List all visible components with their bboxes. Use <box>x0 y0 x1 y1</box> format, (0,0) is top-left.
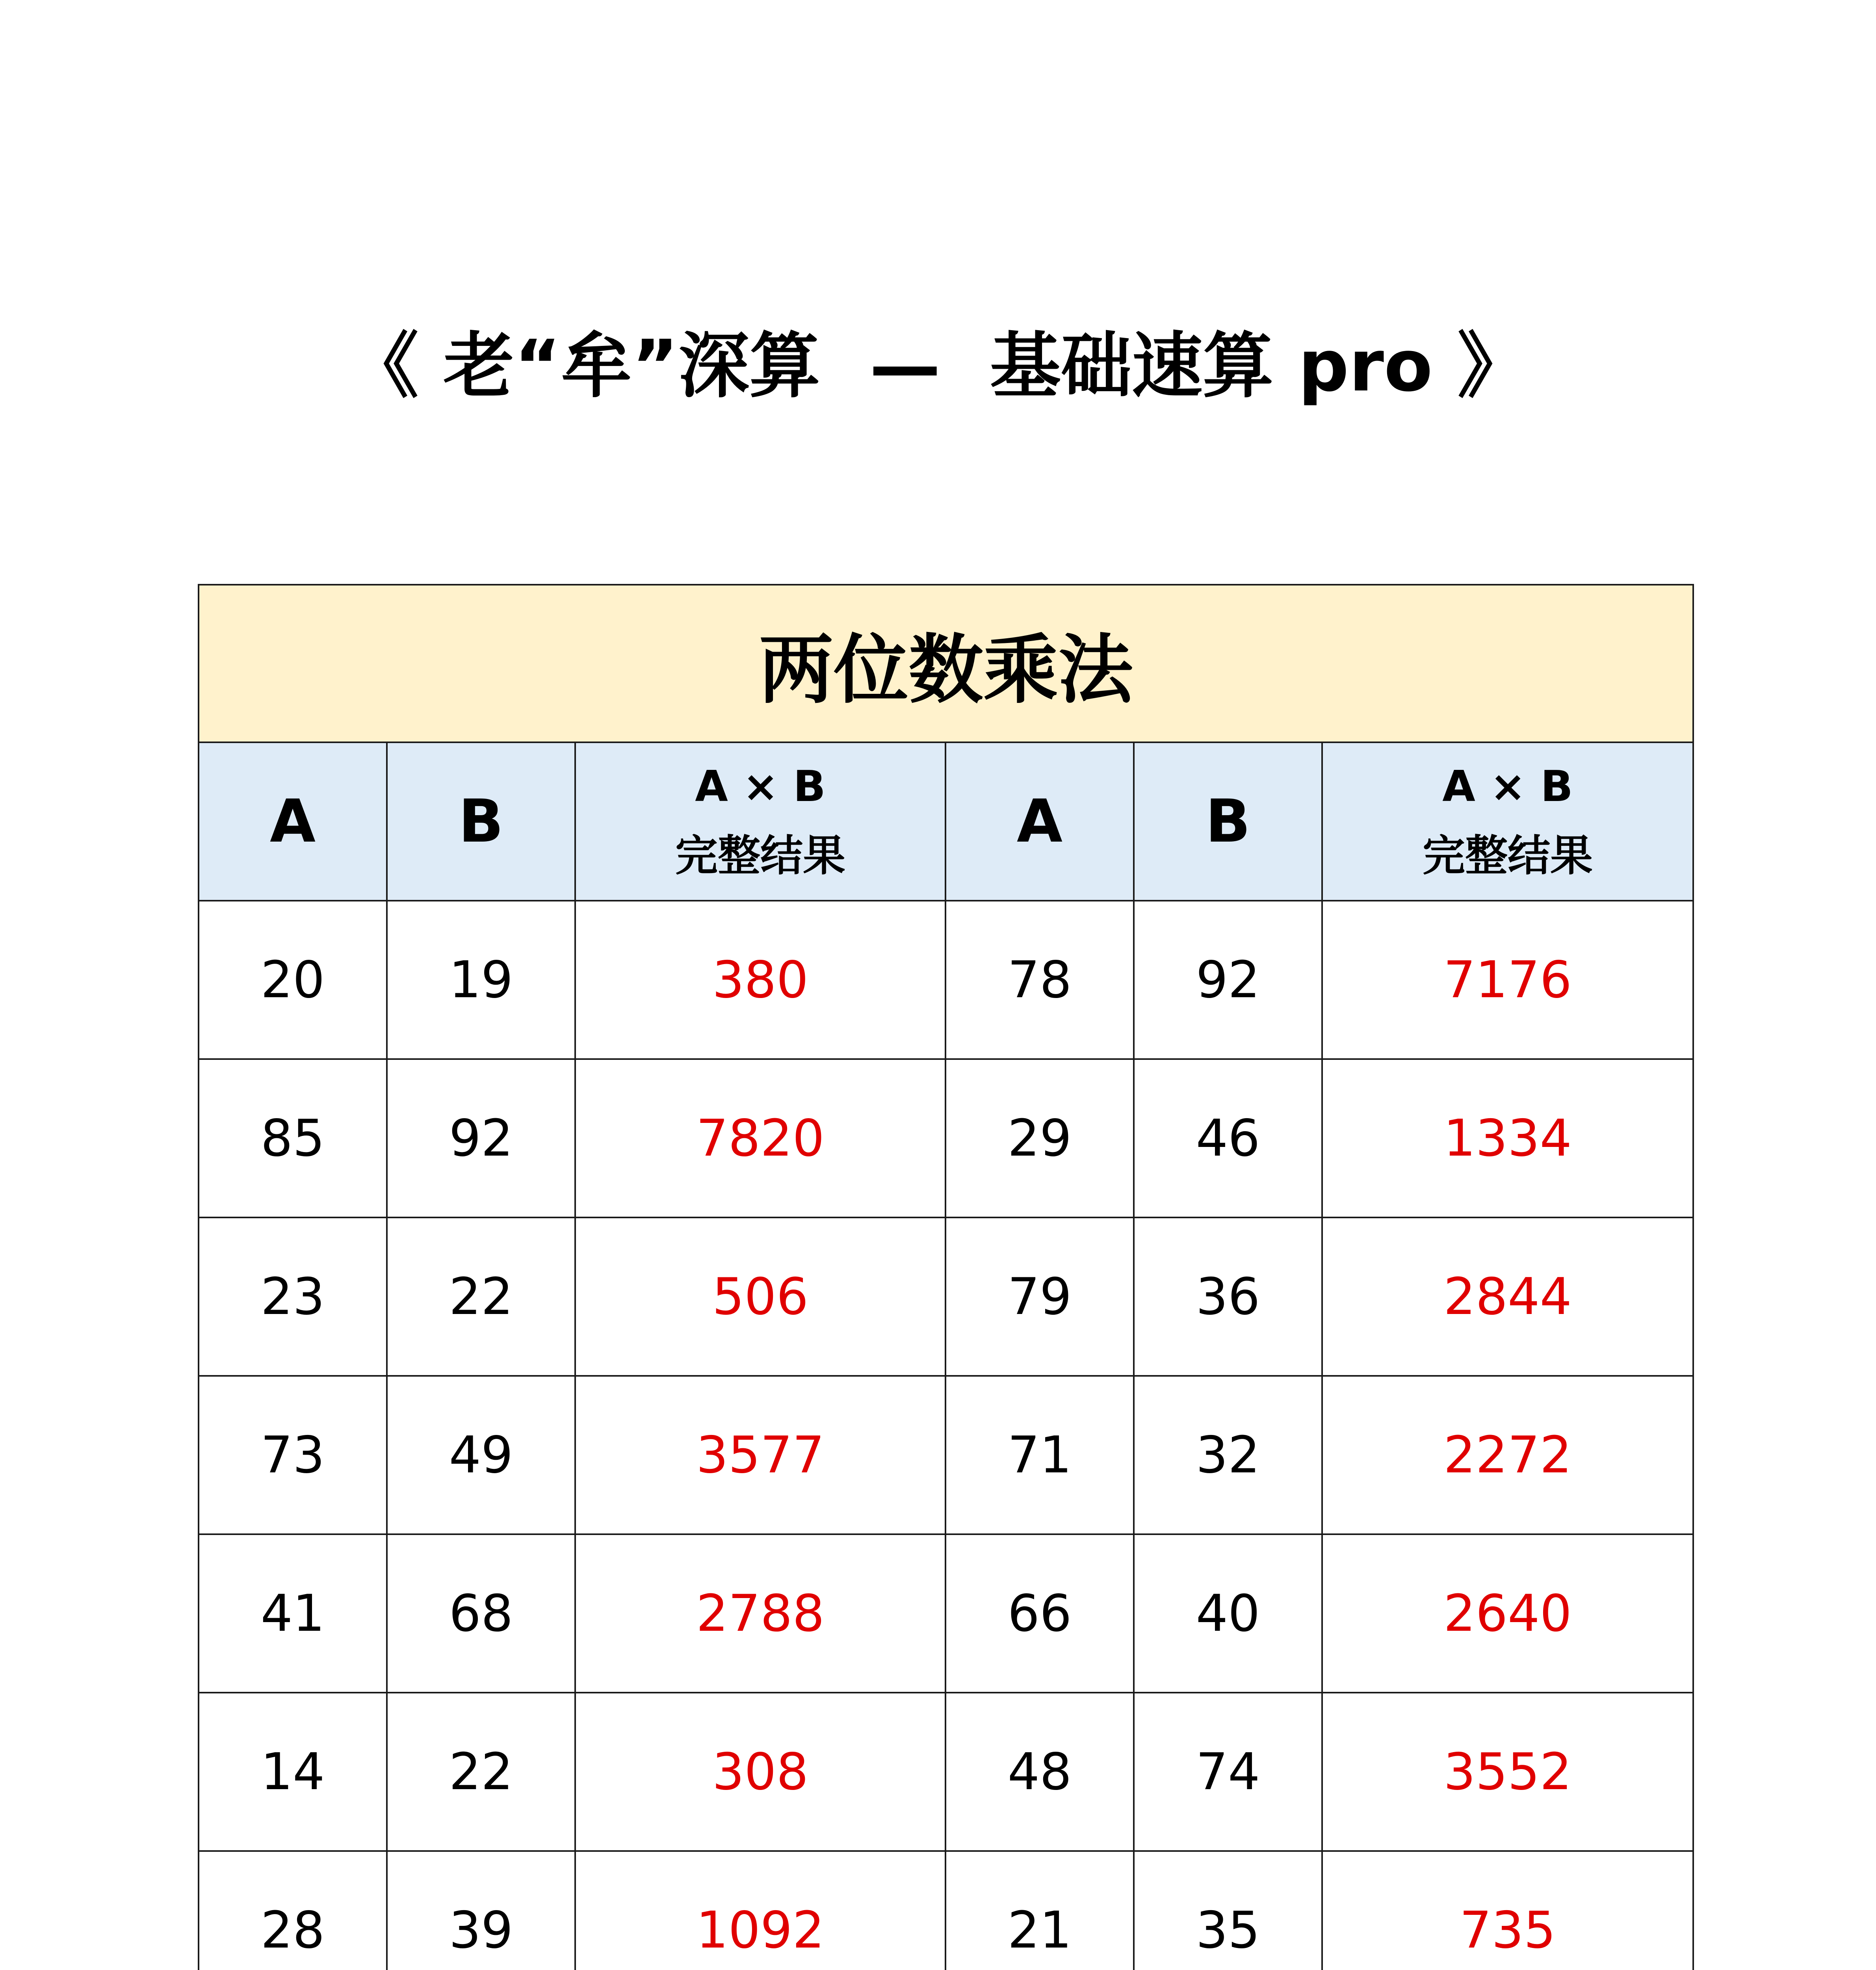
cell-b: 35 <box>1134 1851 1322 1970</box>
cell-b: 22 <box>387 1693 575 1851</box>
header-product-formula: A × B <box>1442 762 1573 811</box>
cell-a: 66 <box>945 1534 1134 1693</box>
cell-result: 735 <box>1322 1851 1693 1970</box>
cell-b: 92 <box>1134 901 1322 1059</box>
cell-b: 32 <box>1134 1376 1322 1534</box>
table-row <box>199 1851 1693 1970</box>
cell-a: 21 <box>945 1851 1134 1970</box>
cell-a: 85 <box>199 1059 387 1217</box>
cell-result: 7176 <box>1322 901 1693 1059</box>
cell-result: 7820 <box>575 1059 945 1217</box>
cell-result: 2272 <box>1322 1376 1693 1534</box>
cell-a: 29 <box>945 1059 1134 1217</box>
table-row <box>199 1376 1693 1534</box>
page-title: 《 老“牟”深算 — 基础速算 pro 》 <box>347 325 1529 407</box>
header-b-right: B <box>1134 742 1322 901</box>
header-product-caption: 完整结果 <box>675 831 845 881</box>
header-b-left: B <box>387 742 575 901</box>
cell-a: 73 <box>199 1376 387 1534</box>
cell-result: 3552 <box>1322 1693 1693 1851</box>
header-product-left <box>575 742 945 901</box>
cell-result: 3577 <box>575 1376 945 1534</box>
header-product-formula: A × B <box>695 762 826 811</box>
table-row <box>199 1534 1693 1693</box>
cell-a: 23 <box>199 1217 387 1376</box>
cell-b: 46 <box>1134 1059 1322 1217</box>
cell-result: 1334 <box>1322 1059 1693 1217</box>
cell-b: 40 <box>1134 1534 1322 1693</box>
header-product-right <box>1322 742 1693 901</box>
header-a-right: A <box>945 742 1134 901</box>
cell-result: 380 <box>575 901 945 1059</box>
cell-result: 308 <box>575 1693 945 1851</box>
multiplication-table <box>198 584 1694 1970</box>
cell-b: 74 <box>1134 1693 1322 1851</box>
cell-a: 28 <box>199 1851 387 1970</box>
cell-b: 22 <box>387 1217 575 1376</box>
cell-a: 71 <box>945 1376 1134 1534</box>
cell-b: 36 <box>1134 1217 1322 1376</box>
cell-b: 92 <box>387 1059 575 1217</box>
table-banner: 两位数乘法 <box>199 585 1693 742</box>
cell-a: 79 <box>945 1217 1134 1376</box>
cell-a: 78 <box>945 901 1134 1059</box>
cell-b: 68 <box>387 1534 575 1693</box>
table-row <box>199 901 1693 1059</box>
cell-a: 41 <box>199 1534 387 1693</box>
cell-b: 49 <box>387 1376 575 1534</box>
cell-result: 1092 <box>575 1851 945 1970</box>
cell-result: 2640 <box>1322 1534 1693 1693</box>
cell-a: 20 <box>199 901 387 1059</box>
cell-a: 48 <box>945 1693 1134 1851</box>
header-a-left: A <box>199 742 387 901</box>
cell-result: 2788 <box>575 1534 945 1693</box>
cell-result: 2844 <box>1322 1217 1693 1376</box>
table-row <box>199 1217 1693 1376</box>
cell-result: 506 <box>575 1217 945 1376</box>
header-row <box>199 742 1693 901</box>
table-row <box>199 1059 1693 1217</box>
cell-a: 14 <box>199 1693 387 1851</box>
cell-b: 19 <box>387 901 575 1059</box>
header-product-caption: 完整结果 <box>1423 831 1593 881</box>
table-row <box>199 1693 1693 1851</box>
cell-b: 39 <box>387 1851 575 1970</box>
